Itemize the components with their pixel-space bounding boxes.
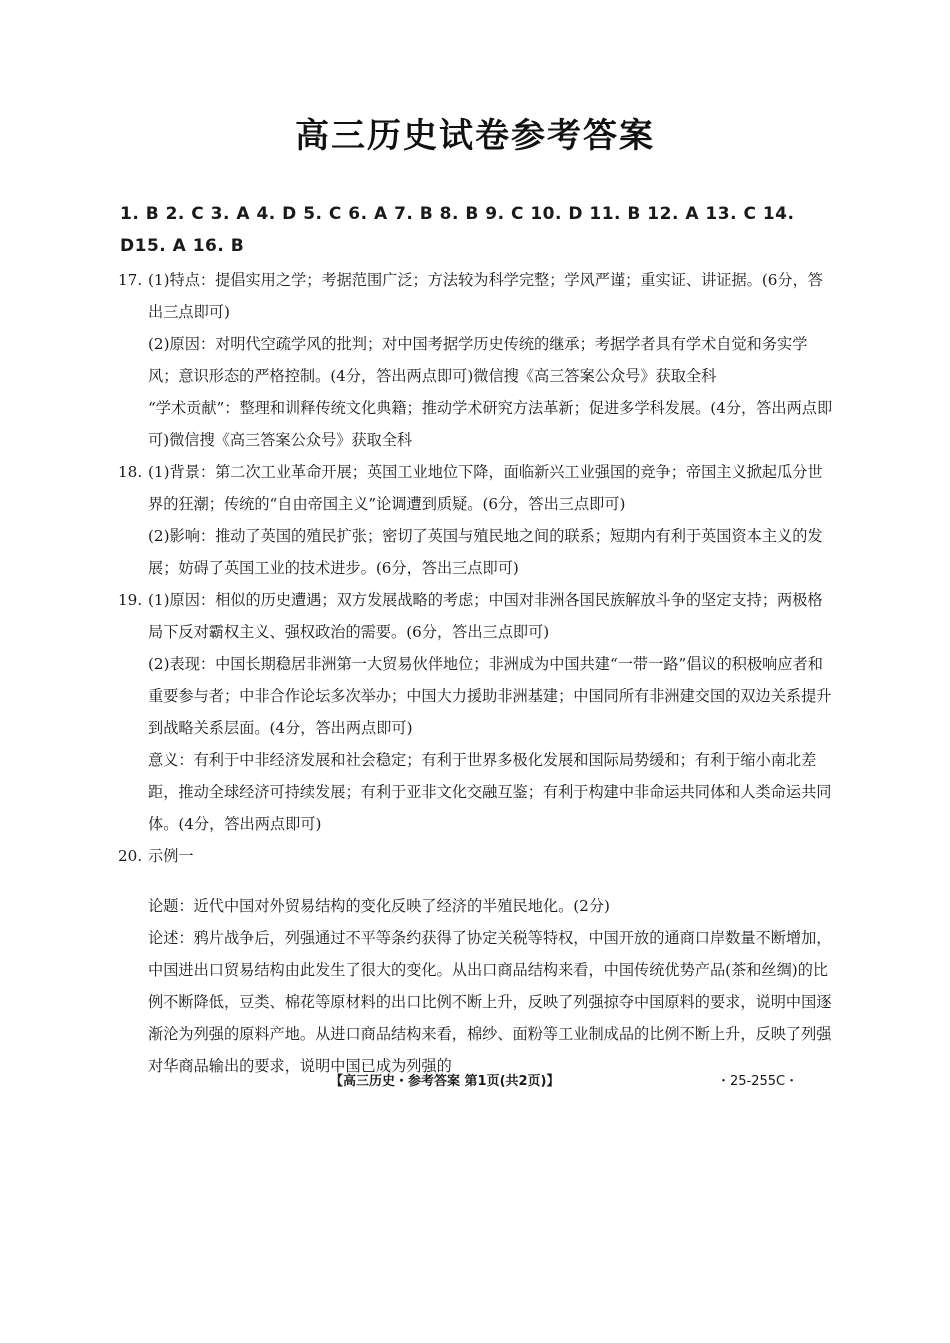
question-17 <box>118 264 834 456</box>
question-19 <box>118 584 834 840</box>
footer-code: ・25-255C・ <box>717 1074 799 1089</box>
answer-paragraph: (2)表现：中国长期稳居非洲第一大贸易伙伴地位；非洲成为中国共建“一带一路”倡议的积极响应者和重要参与者；中非合作论坛多次举办；中国大力援助非洲基建；中国同所有非洲建交国的双边关系提升到战略关系层面。(4分，答出两点即可) <box>148 655 832 737</box>
answer-paragraph: (2)影响：推动了英国的殖民扩张；密切了英国与殖民地之间的联系；短期内有利于英国资本主义的发展；妨碍了英国工业的技术进步。(6分，答出三点即可) <box>148 527 823 577</box>
answer-paragraph: (1)原因：相似的历史遭遇；双方发展战略的考虑；中国对非洲各国民族解放斗争的坚定支持；两极格局下反对霸权主义、强权政治的需要。(6分，答出三点即可) <box>148 591 823 641</box>
question-20 <box>118 840 834 1082</box>
answer-paragraph: (2)原因：对明代空疏学风的批判；对中国考据学历史传统的继承；考据学者具有学术自觉和务实学风；意识形态的严格控制。(4分，答出两点即可)微信搜《高三答案公众号》获取全科 <box>148 335 808 385</box>
question-number: 20. <box>118 847 143 865</box>
question-number: 19. <box>118 591 143 609</box>
example-heading: 示例一 <box>148 847 194 865</box>
question-18 <box>118 456 834 584</box>
answer-paragraph: 意义：有利于中非经济发展和社会稳定；有利于世界多极化发展和国际局势缓和；有利于缩小南北差距，推动全球经济可持续发展；有利于亚非文化交融互鉴；有利于构建中非命运共同体和人类命运共同体。(4分，答出两点即可) <box>148 751 832 833</box>
multiple-choice-answers: 1. B 2. C 3. A 4. D 5. C 6. A 7. B 8. B 9. C 10. D 11. B 12. A 13. C 14. D15. A 16. B <box>120 204 795 256</box>
thesis-paragraph: 论题：近代中国对外贸易结构的变化反映了经济的半殖民地化。(2分) <box>148 897 610 915</box>
argument-paragraph: 论述：鸦片战争后，列强通过不平等条约获得了协定关税等特权，中国开放的通商口岸数量不断增加，中国进出口贸易结构由此发生了很大的变化。从出口商品结构来看，中国传统优势产品(茶和丝绸)的比例不断降低，豆类、棉花等原材料的出口比例不断上升，反映了列强掠夺中国原料的要求，说明中国逐渐沦为列强的原料产地。从进口商品结构来看，棉纱、面粉等工业制成品的比例不断上升，反映了列强对华商品输出的要求，说明中国已成为列强的 <box>148 929 832 1075</box>
footer-page-label: 【高三历史・参考答案 第1页(共2页)】 <box>330 1074 560 1089</box>
answer-paragraph: (1)背景：第二次工业革命开展；英国工业地位下降，面临新兴工业强国的竞争；帝国主义掀起瓜分世界的狂潮；传统的“自由帝国主义”论调遭到质疑。(6分，答出三点即可) <box>148 463 823 513</box>
answer-paragraph: “学术贡献”：整理和训释传统文化典籍；推动学术研究方法革新；促进多学科发展。(4分，答出两点即可)微信搜《高三答案公众号》获取全科 <box>148 399 833 449</box>
answer-paragraph: (1)特点：提倡实用之学；考据范围广泛；方法较为科学完整；学风严谨；重实证、讲证据。(6分，答出三点即可) <box>148 271 823 321</box>
question-number: 17. <box>118 271 143 289</box>
question-number: 18. <box>118 463 143 481</box>
page-title: 高三历史试卷参考答案 <box>295 116 655 156</box>
answer-body <box>118 264 834 1082</box>
